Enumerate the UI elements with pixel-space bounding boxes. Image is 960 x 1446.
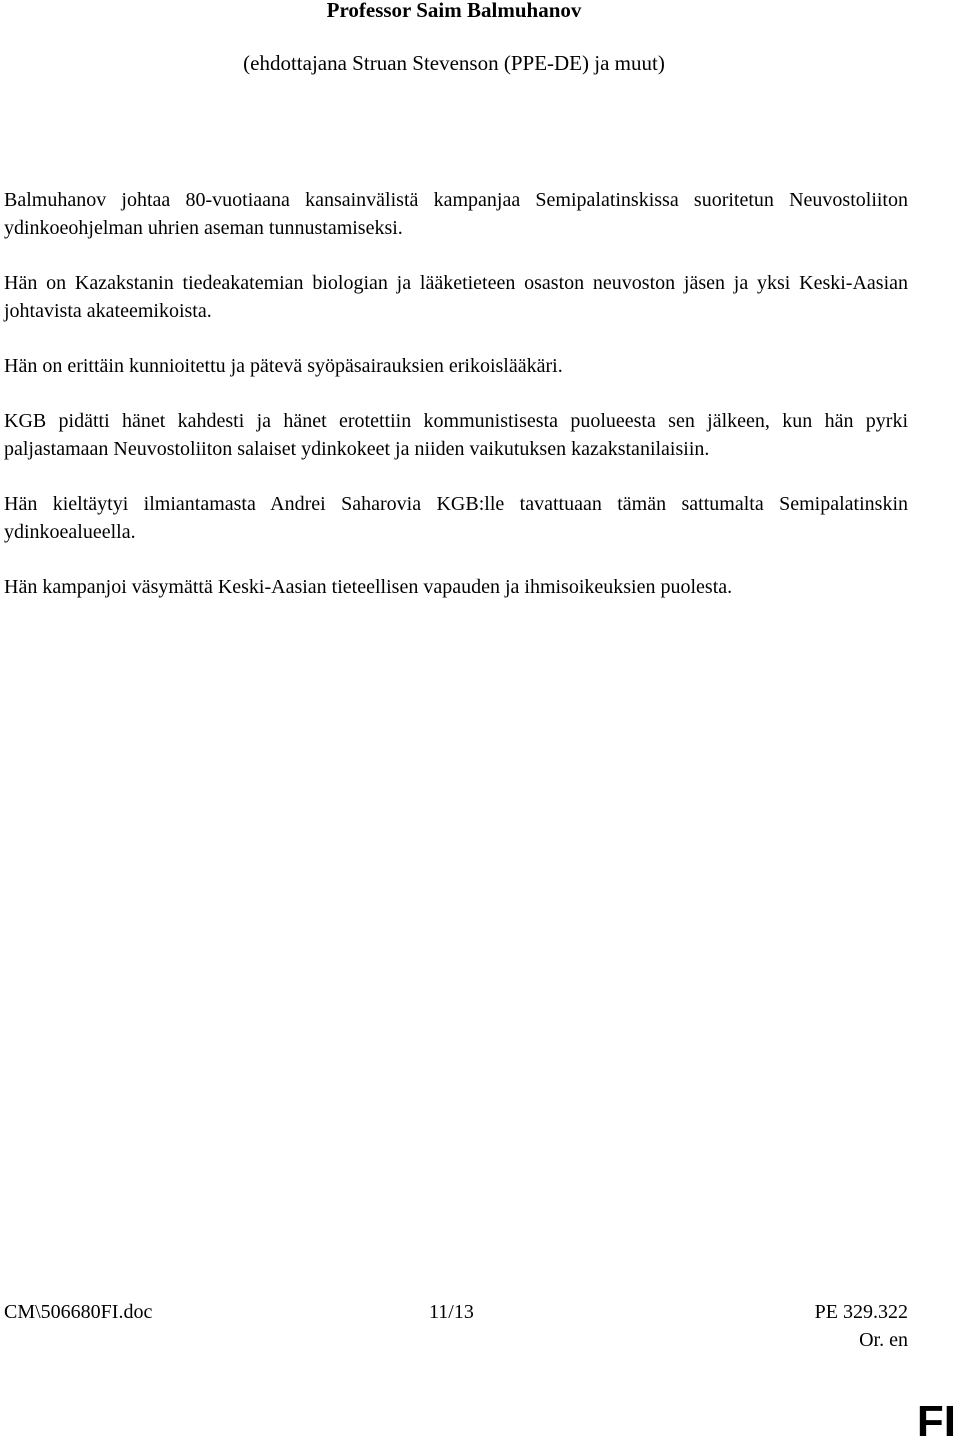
document-title: Professor Saim Balmuhanov	[326, 0, 582, 22]
paragraph-campaign: Balmuhanov johtaa 80-vuotiaana kansainvälistä kampanjaa Semipalatinskissa suoritetun Neuvostoliiton ydinkoeohjelman uhrien aseman tunnustamiseksi.	[4, 189, 908, 239]
footer-pe-number: PE 329.322	[814, 1301, 908, 1323]
paragraph-human-rights: Hän kampanjoi väsymättä Keski-Aasian tieteellisen vapauden ja ihmisoikeuksien puolesta.	[4, 576, 733, 598]
language-code-mark: FI	[916, 1397, 956, 1446]
footer-page-number: 11/13	[429, 1301, 474, 1323]
page-footer	[4, 1298, 908, 1358]
footer-doc-reference: CM\506680FI.doc	[4, 1301, 153, 1323]
paragraph-academy: Hän on Kazakstanin tiedeakatemian biologian ja lääketieteen osaston neuvoston jäsen ja yksi Keski-Aasian johtavista akateemikoista.	[4, 272, 908, 322]
document-body	[4, 186, 908, 628]
footer-right-block	[815, 1298, 908, 1354]
document-subtitle: (ehdottajana Struan Stevenson (PPE-DE) ja muut)	[243, 51, 665, 75]
paragraph-saharov: Hän kieltäytyi ilmiantamasta Andrei Saharovia KGB:lle tavattuaan tämän sattumalta Semipalatinskin ydinkoealueella.	[4, 493, 908, 543]
paragraph-oncologist: Hän on erittäin kunnioitettu ja pätevä syöpäsairauksien erikoislääkäri.	[4, 355, 563, 377]
paragraph-kgb-arrest: KGB pidätti hänet kahdesti ja hänet erotettiin kommunistisesta puolueesta sen jälkeen, kun hän pyrki paljastamaan Neuvostoliiton salaiset ydinkokeet ja niiden vaikutuksen kazakstanilaisiin.	[4, 410, 908, 460]
footer-original-language: Or. en	[859, 1329, 908, 1351]
